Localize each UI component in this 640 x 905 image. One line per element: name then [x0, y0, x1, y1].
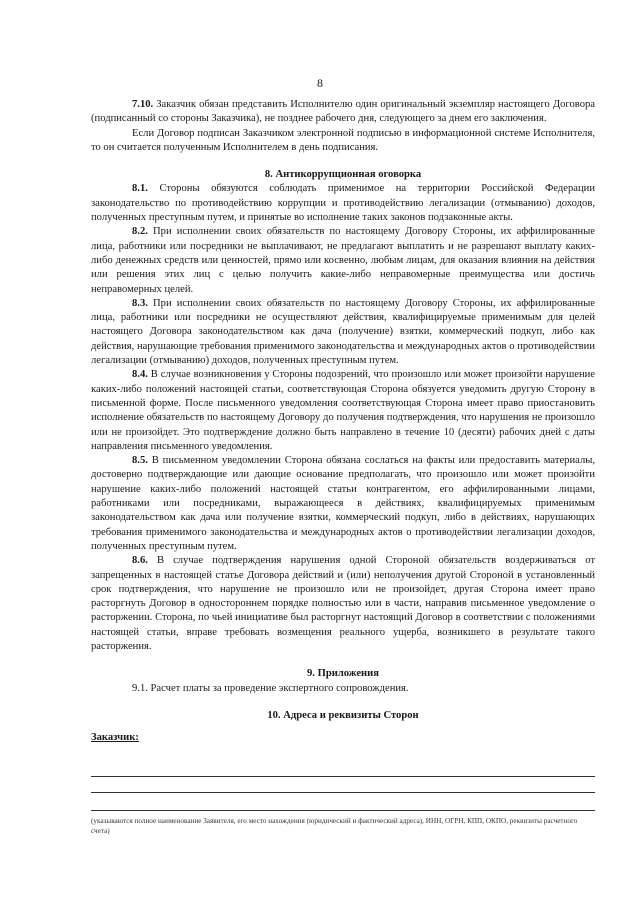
section-10-title: 10. Адреса и реквизиты Сторон — [267, 709, 419, 721]
customer-line-2 — [91, 792, 595, 793]
clause-text: Заказчик обязан представить Исполнителю один оригинальный экземпляр настоящего Договора (подписанный со стороны Заказчика), не позднее рабочего дня, следующего за днем его заключения. — [91, 99, 595, 125]
clause-number: 8.3. — [132, 297, 148, 309]
clause-number: 7.10. — [132, 99, 154, 110]
clause-text: При исполнении своих обязательств по настоящему Договору Стороны, их аффилированные лица, работники или посредники не осуществляют действия, квалифицируемые применимым для целей настоящего Договора законодательством как дача (получение) взятки, коммерческий подкуп, либо как действия, нарушающие требования применимого законодательства и международных актов о противодействии легализации (отмыванию) доходов, полученных преступным путем. — [91, 297, 595, 367]
clause-text: Если Договор подписан Заказчиком электронной подписью в информационной системе Исполнителя, то он считается полученным Исполнителем в день подписания. — [91, 127, 595, 153]
paragraph-8-1 — [91, 182, 595, 225]
section-8-title: 8. Антикоррупционная оговорка — [264, 169, 422, 181]
paragraph-8-5 — [91, 454, 595, 554]
clause-number: 8.6. — [132, 555, 148, 567]
requisites-note: (указываются полное наименование Заявителя, его место нахождения (юридический и фактический адреса), ИНН, ОГРН, КПП, ОКПО, реквизиты расчетного счета) — [91, 817, 578, 835]
clause-text: В случае подтверждения нарушения одной Стороной обязательств воздерживаться от запрещенных в настоящей статье Договора действий и (или) неполучения другой Стороной в установленный срок подтверждения, что нарушение не произошло или не произойдет, другая Сторона имеет право расторгнуть Договор в одностороннем порядке полностью или в части, направив письменное уведомление о расторжении. Сторона, по чьей инициативе был расторгнут настоящий Договор в соответствии с положениями настоящей статьи, вправе требовать возмещения реального ущерба, возникшего в результате такого расторжения. — [91, 555, 595, 652]
clause-text: При исполнении своих обязательств по настоящему Договору Стороны, их аффилированные лица, работники или посредники не выплачивают, не предлагают выплатить и не разрешают выплату каких-либо денежных средств или ценностей, прямо или косвенно, любым лицам, для оказания влияния на действия или решения этих лиц с целью получить какие-либо неправомерные преимущества или достичь неправомерных целей. — [91, 226, 595, 295]
clause-number: 8.2. — [132, 226, 148, 238]
paragraph-8-2 — [91, 225, 595, 296]
paragraph-9-1 — [91, 682, 595, 696]
clause-text: В случае возникновения у Стороны подозрений, что произошло или может произойти нарушение каких-либо положений настоящей статьи, соответствующая Сторона обязуется уведомить другую Сторону в письменной форме. После письменного уведомления соответствующая Сторона имеет право приостановить исполнение обязательств по настоящему Договору до получения подтверждения, что нарушения не произошло или не произойдет. Это подтверждение должно быть направлено в течение 10 (десяти) рабочих дней с даты направления письменного уведомления. — [91, 369, 595, 452]
clause-number: 8.5. — [132, 455, 148, 467]
page-number: 8 — [317, 76, 323, 90]
paragraph-8-6 — [91, 554, 595, 654]
customer-line-3 — [91, 810, 595, 811]
customer-label: Заказчик: — [91, 732, 139, 744]
section-9-title: 9. Приложения — [307, 668, 379, 680]
document-body — [91, 98, 595, 745]
clause-number: 8.1. — [132, 183, 148, 195]
paragraph-8-3 — [91, 297, 595, 368]
clause-number: 9.1. — [132, 682, 148, 694]
paragraph-7-10 — [91, 98, 595, 127]
clause-text: Расчет платы за проведение экспертного сопровождения. — [147, 682, 409, 694]
clause-number: 8.4. — [132, 369, 148, 381]
clause-text: Стороны обязуются соблюдать применимое на территории Российской Федерации законодательство по противодействию коррупции и противодействию легализации (отмыванию) доходов, полученных преступным путем, и принятые во исполнение таких законов подзаконные акты. — [91, 183, 595, 224]
clause-text: В письменном уведомлении Сторона обязана сослаться на факты или предоставить материалы, достоверно подтверждающие или дающие основание предполагать, что произошло или может произойти нарушение каких-либо положений настоящей статьи контрагентом, его аффилированными лицами, работниками или посредниками, выражающееся в действиях, квалифицируемых применимым законодательством как дача или получение взятки, коммерческий подкуп, либо в действиях, нарушающих требования применимого законодательства и международных актов о противодействии легализации доходов, полученных преступным путем. — [91, 455, 595, 552]
paragraph-8-4 — [91, 368, 595, 454]
paragraph-electronic-signature — [91, 127, 595, 156]
customer-line-1 — [91, 776, 595, 777]
